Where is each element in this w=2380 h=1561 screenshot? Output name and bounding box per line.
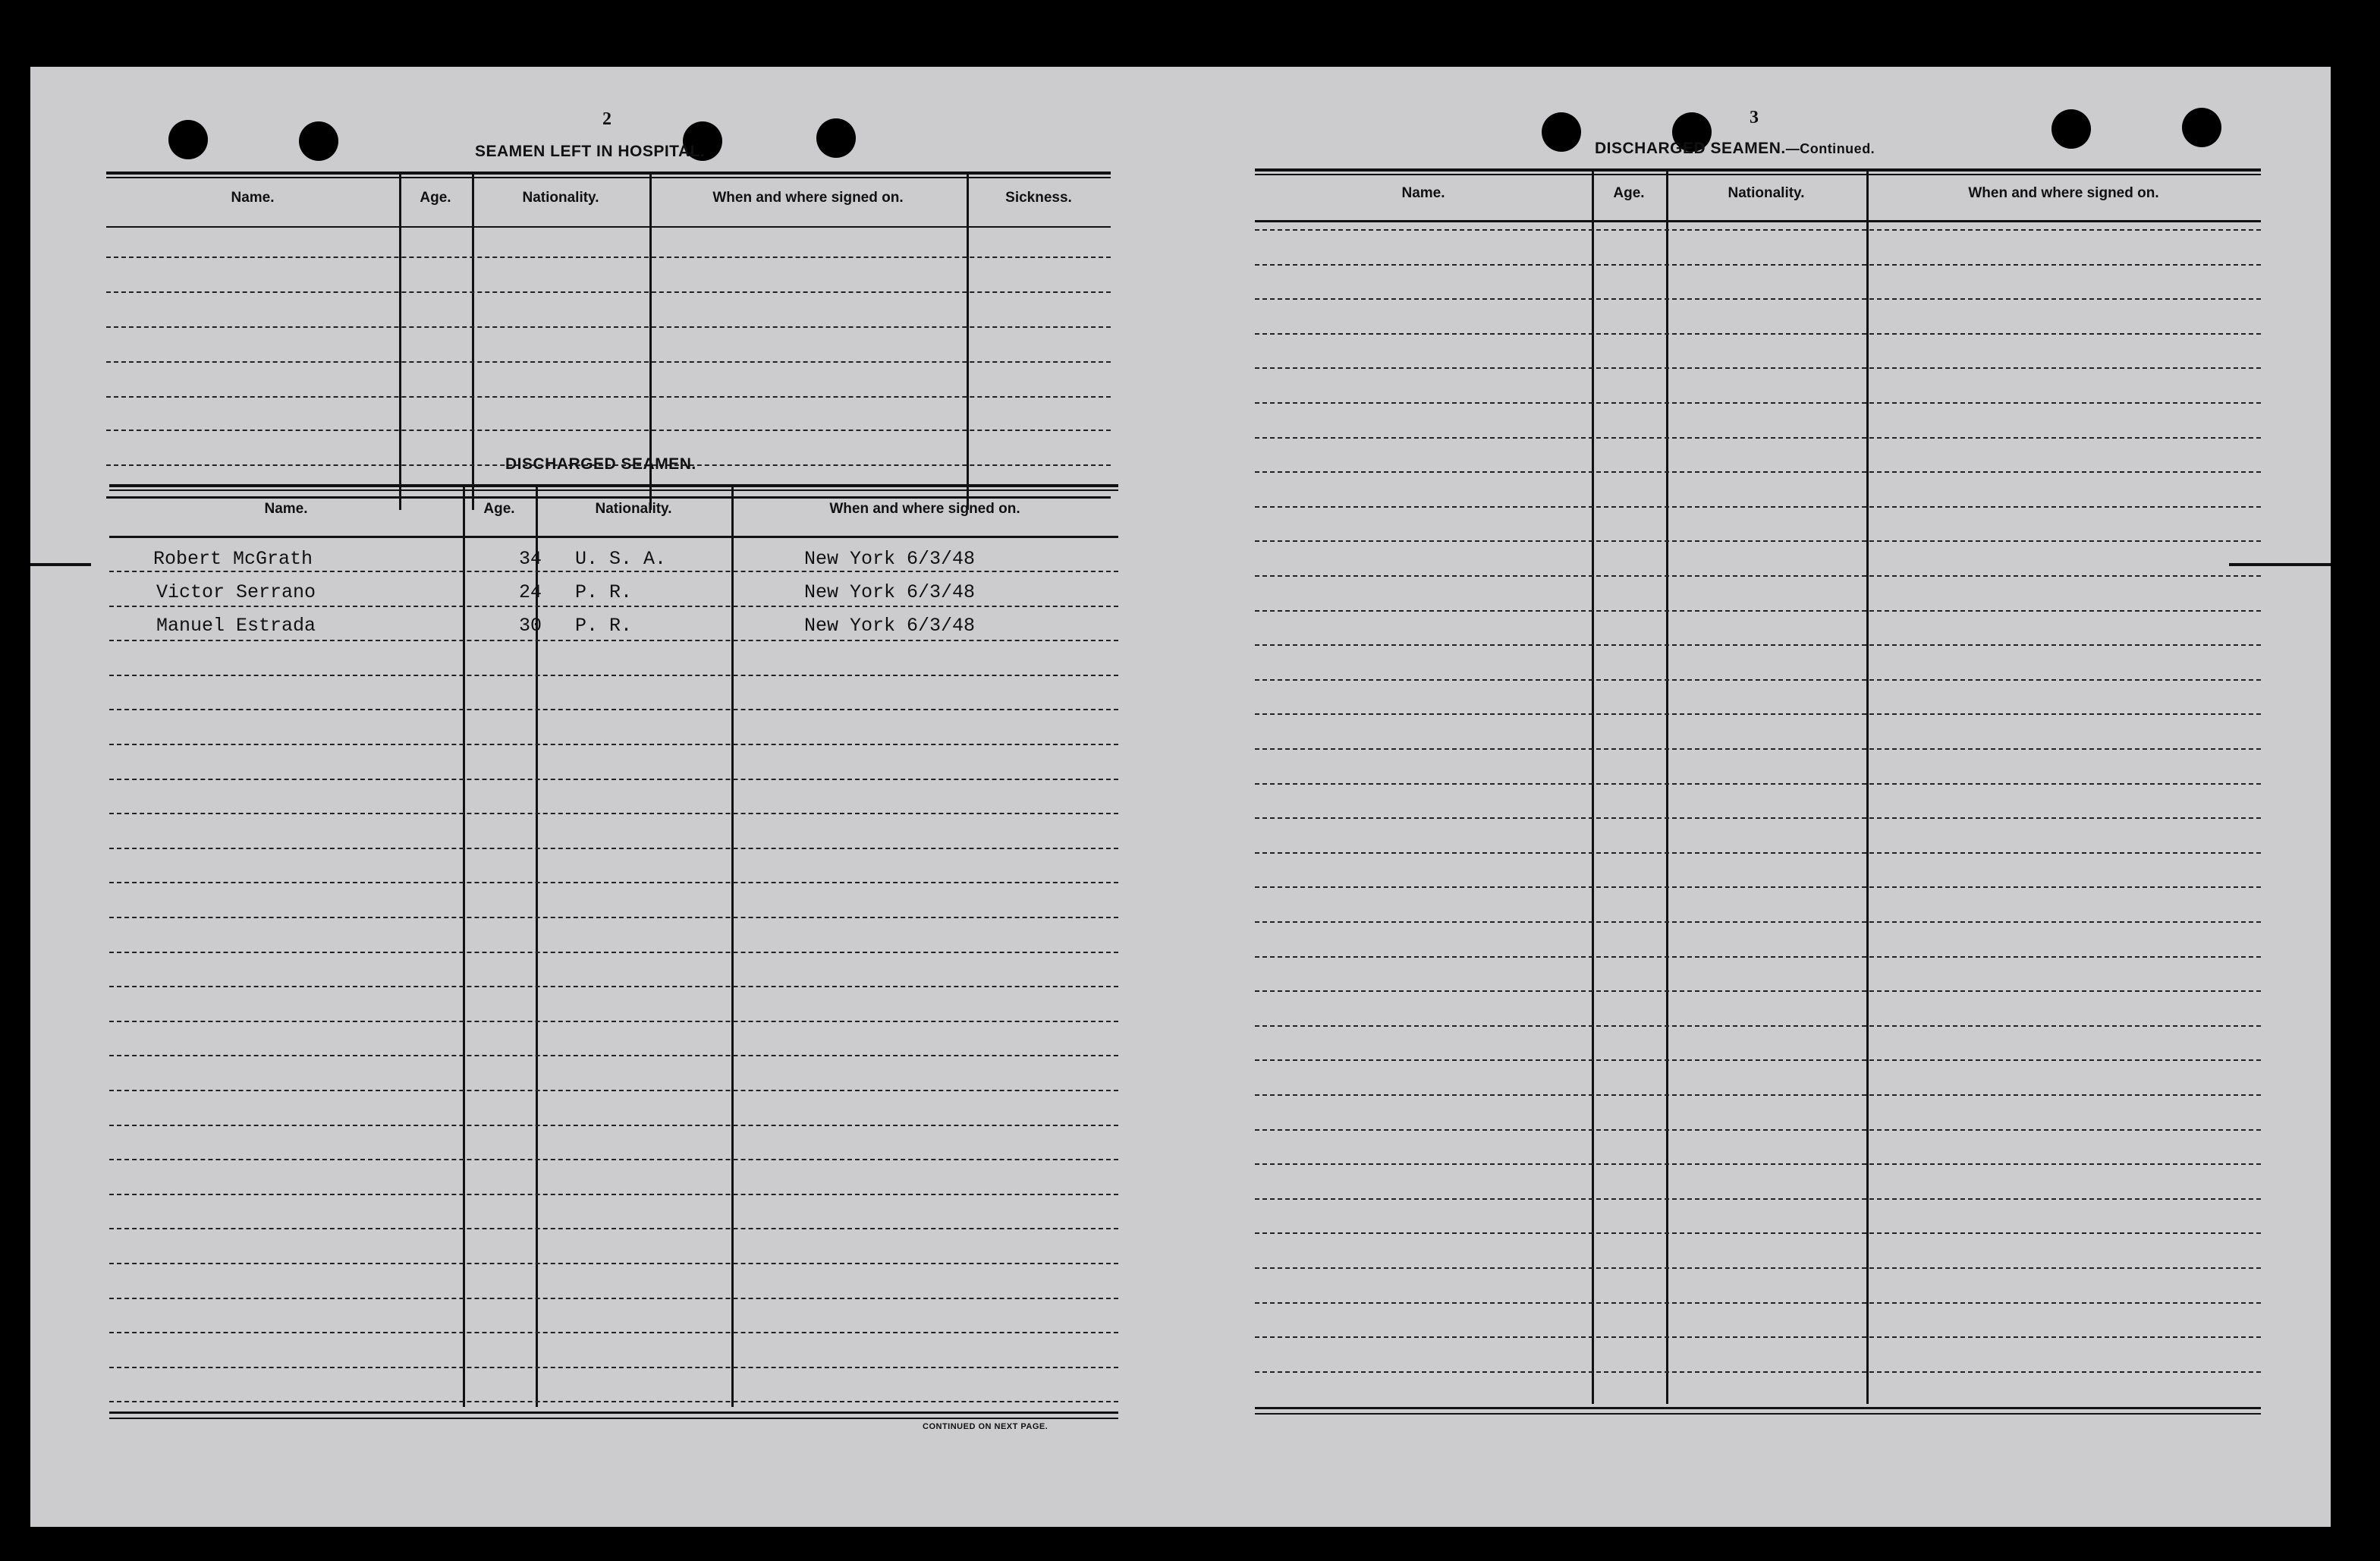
ruling-line — [1255, 748, 2261, 750]
ruling-line — [1255, 921, 2261, 923]
punch-hole — [1542, 112, 1581, 152]
ruling-line — [109, 1125, 1118, 1126]
seaman-nationality: U. S. A. — [575, 548, 667, 570]
ruling-line — [1255, 1163, 2261, 1165]
punch-hole — [168, 120, 208, 159]
col-signed-on: When and where signed on. — [712, 190, 904, 206]
ruling-line — [1255, 679, 2261, 681]
ruling-line — [1255, 264, 2261, 266]
ruling-line — [109, 571, 1118, 572]
ruling-line — [1255, 1025, 2261, 1027]
col-name: Name. — [1401, 185, 1445, 201]
ruling-line — [1255, 610, 2261, 612]
punch-hole — [2051, 109, 2091, 149]
ruling-line — [109, 1228, 1118, 1229]
ruling-line — [1255, 1129, 2261, 1131]
ruling-line — [1255, 1267, 2261, 1269]
discharged-continued-heading — [1595, 140, 1875, 158]
seaman-nationality: P. R. — [575, 615, 633, 637]
ruling-line — [109, 882, 1118, 883]
ruling-line — [1255, 886, 2261, 888]
ruling-line — [1255, 817, 2261, 819]
ruling-line — [1255, 1059, 2261, 1061]
seaman-signed-on: New York 6/3/48 — [804, 581, 976, 603]
ruling-line — [109, 813, 1118, 814]
ruling-line — [109, 709, 1118, 710]
ruling-line — [109, 952, 1118, 953]
hospital-heading: SEAMEN LEFT IN HOSPITAL. — [475, 143, 706, 160]
ruling-line — [1255, 1302, 2261, 1304]
discharged-table — [109, 484, 1118, 1483]
edge-notch — [30, 563, 91, 566]
ruling-line — [1255, 852, 2261, 854]
col-signed-on: When and where signed on. — [1968, 185, 2159, 201]
ruling-line — [109, 1367, 1118, 1368]
ruling-line — [109, 675, 1118, 676]
ruling-line — [109, 779, 1118, 780]
col-age: Age. — [1613, 185, 1645, 201]
seaman-name: Victor Serrano — [156, 581, 316, 603]
ruling-line — [1255, 644, 2261, 646]
col-sickness: Sickness. — [1005, 190, 1072, 206]
col-age: Age. — [483, 501, 515, 517]
seaman-nationality: P. R. — [575, 581, 633, 603]
ruling-line — [109, 917, 1118, 918]
continued-note: CONTINUED ON NEXT PAGE. — [923, 1422, 1049, 1431]
ruling-line — [1255, 990, 2261, 992]
ruling-line — [1255, 367, 2261, 369]
ruling-line — [109, 848, 1118, 849]
ruling-line — [1255, 575, 2261, 577]
ruling-line — [1255, 229, 2261, 231]
ruling-line — [109, 1263, 1118, 1264]
col-signed-on: When and where signed on. — [829, 501, 1020, 517]
ruling-line — [109, 640, 1118, 641]
ruling-line — [1255, 471, 2261, 473]
seaman-signed-on: New York 6/3/48 — [804, 615, 976, 637]
ruling-line — [109, 1090, 1118, 1091]
ruling-line — [1255, 402, 2261, 404]
ruling-line — [1255, 333, 2261, 335]
discharged-heading: DISCHARGED SEAMEN. — [505, 455, 696, 473]
ruling-line — [1255, 783, 2261, 785]
ruling-line — [1255, 298, 2261, 300]
seaman-name: Manuel Estrada — [156, 615, 316, 637]
ruling-line — [109, 986, 1118, 987]
ruling-line — [1255, 540, 2261, 542]
page-number: 3 — [1750, 108, 1759, 127]
ruling-line — [109, 1055, 1118, 1056]
col-nationality: Nationality. — [595, 501, 672, 517]
ruling-line — [109, 1401, 1118, 1402]
document-sheet — [30, 67, 2331, 1527]
ruling-line — [1255, 1232, 2261, 1234]
punch-hole — [299, 121, 338, 161]
col-name: Name. — [231, 190, 275, 206]
ruling-line — [1255, 956, 2261, 958]
ruling-line — [109, 1159, 1118, 1160]
ruling-line — [1255, 437, 2261, 439]
col-name: Name. — [264, 501, 308, 517]
ruling-line — [1255, 1336, 2261, 1338]
seaman-signed-on: New York 6/3/48 — [804, 548, 976, 570]
punch-hole — [2182, 108, 2221, 147]
ruling-line — [1255, 1094, 2261, 1096]
seaman-age: 24 — [519, 581, 542, 603]
ruling-line — [109, 1194, 1118, 1195]
ruling-line — [109, 1021, 1118, 1022]
seaman-age: 30 — [519, 615, 542, 637]
page-number: 2 — [602, 109, 612, 129]
ruling-line — [109, 1298, 1118, 1299]
heading-suffix: —Continued. — [1785, 141, 1875, 156]
punch-hole — [816, 118, 856, 158]
seaman-age: 34 — [519, 548, 542, 570]
col-nationality: Nationality. — [522, 190, 599, 206]
ruling-line — [109, 606, 1118, 607]
ruling-line — [1255, 506, 2261, 508]
seaman-name: Robert McGrath — [153, 548, 313, 570]
ruling-line — [1255, 1371, 2261, 1373]
col-nationality: Nationality. — [1728, 185, 1805, 201]
discharged-continued-table — [1255, 168, 2261, 1413]
ruling-line — [1255, 1198, 2261, 1200]
col-age: Age. — [420, 190, 451, 206]
ruling-line — [109, 1332, 1118, 1333]
heading-main: DISCHARGED SEAMEN. — [1595, 140, 1786, 157]
ruling-line — [109, 744, 1118, 745]
ruling-line — [1255, 713, 2261, 715]
